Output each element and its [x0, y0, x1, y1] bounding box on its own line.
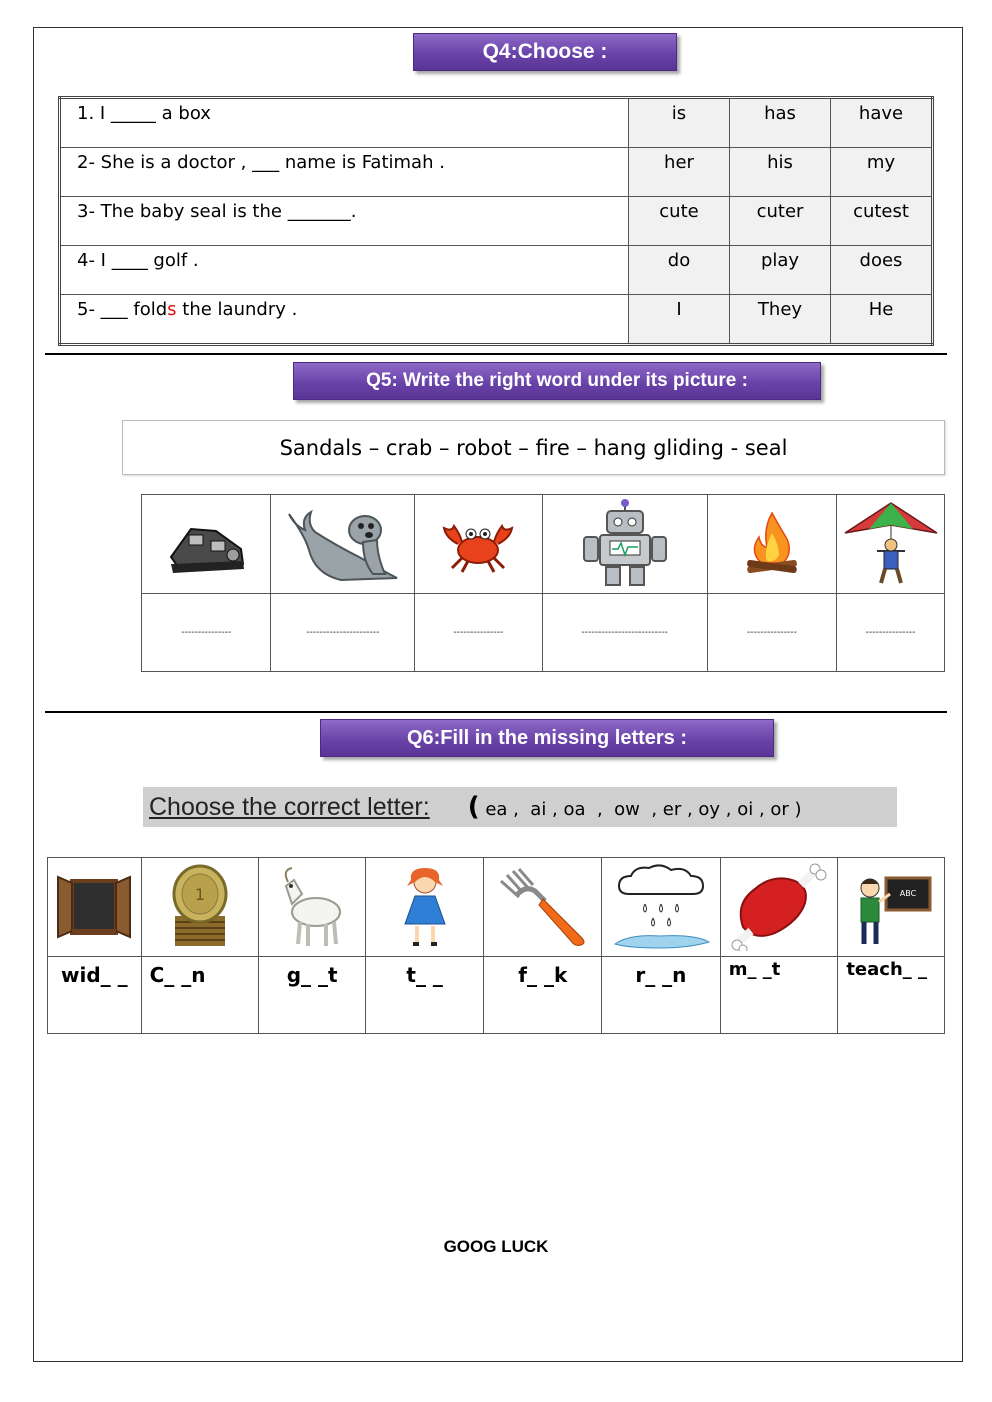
- q4-option[interactable]: do: [629, 246, 730, 295]
- q5-picture-cell: [271, 495, 415, 594]
- answer-blank[interactable]: --------------------------: [542, 594, 707, 672]
- missing-letter-word[interactable]: m_ _t: [720, 957, 838, 1034]
- word-bank: [122, 420, 945, 475]
- q5-banner: [293, 362, 821, 400]
- word-bank-text: Sandals – crab – robot – fire – hang gliding - seal: [279, 435, 788, 460]
- q4-sentence-red-letter: s: [167, 299, 177, 320]
- svg-text:1: 1: [194, 885, 206, 904]
- table-row: [48, 858, 945, 957]
- table-row: [60, 148, 933, 197]
- answer-blank[interactable]: ---------------: [837, 594, 945, 672]
- window-icon: [56, 875, 132, 939]
- table-row: [60, 246, 933, 295]
- q5-title: Q5: Write the right word under its picture :: [366, 370, 748, 391]
- table-row: [60, 98, 933, 148]
- missing-letter-word[interactable]: r_ _n: [602, 957, 721, 1034]
- q6-picture-cell: [720, 858, 838, 957]
- fork-icon: [493, 867, 593, 947]
- q5-picture-cell: [707, 495, 836, 594]
- q4-option[interactable]: They: [730, 295, 831, 345]
- q6-picture-cell: [48, 858, 142, 957]
- q4-sentence: 1. I _____ a box: [60, 98, 629, 148]
- q4-option[interactable]: my: [831, 148, 933, 197]
- missing-letter-word[interactable]: g_ _t: [259, 957, 365, 1034]
- campfire-icon: [737, 509, 807, 579]
- robot-icon: [570, 499, 680, 589]
- choose-letter-bar: [143, 787, 897, 827]
- q5-picture-cell: [415, 495, 542, 594]
- q4-table: [58, 96, 934, 346]
- q5-table: [141, 494, 945, 672]
- table-row: [48, 957, 945, 1034]
- svg-text:ABC: ABC: [899, 889, 917, 898]
- q4-option[interactable]: cuter: [730, 197, 831, 246]
- q4-sentence: [60, 295, 629, 345]
- footer-good-luck: GOOG LUCK: [443, 1237, 549, 1256]
- sandal-icon: [161, 509, 251, 579]
- q4-sentence: 2- She is a doctor , ___ name is Fatimah .: [60, 148, 629, 197]
- missing-letter-word[interactable]: f_ _k: [484, 957, 602, 1034]
- doll-icon: [395, 864, 455, 950]
- table-row: [142, 594, 945, 672]
- seal-icon: [281, 500, 405, 588]
- q4-option[interactable]: is: [629, 98, 730, 148]
- answer-blank[interactable]: ---------------: [415, 594, 542, 672]
- q4-option[interactable]: her: [629, 148, 730, 197]
- q6-picture-cell: [602, 858, 721, 957]
- q4-banner: [413, 33, 677, 71]
- answer-blank[interactable]: ---------------: [142, 594, 271, 672]
- table-row: [60, 197, 933, 246]
- q4-option[interactable]: cutest: [831, 197, 933, 246]
- q5-picture-cell: [542, 495, 707, 594]
- divider: [45, 711, 947, 713]
- q6-picture-cell: [259, 858, 365, 957]
- q4-option[interactable]: his: [730, 148, 831, 197]
- q6-picture-cell: [838, 858, 945, 957]
- rain-cloud-icon: [609, 864, 713, 950]
- missing-letter-word[interactable]: t_ _: [365, 957, 484, 1034]
- q4-sentence: 4- I ____ golf .: [60, 246, 629, 295]
- q6-picture-cell: [365, 858, 484, 957]
- choose-open-paren: (: [467, 792, 480, 822]
- q4-sentence-prefix: 5- ___ fold: [77, 299, 168, 320]
- q4-option[interactable]: does: [831, 246, 933, 295]
- q5-picture-cell: [142, 495, 271, 594]
- q4-option[interactable]: He: [831, 295, 933, 345]
- meat-icon: [729, 863, 829, 951]
- q6-picture-cell: [141, 858, 259, 957]
- goat-icon: [272, 864, 352, 950]
- missing-letter-word[interactable]: wid_ _: [48, 957, 142, 1034]
- q4-option[interactable]: play: [730, 246, 831, 295]
- teacher-icon: [846, 864, 936, 950]
- q4-option[interactable]: has: [730, 98, 831, 148]
- q6-banner: [320, 719, 774, 757]
- q6-table: [47, 857, 945, 1034]
- q4-sentence-suffix: the laundry .: [176, 299, 298, 320]
- q4-sentence: 3- The baby seal is the _______.: [60, 197, 629, 246]
- choose-options: [468, 792, 802, 822]
- divider: [45, 353, 947, 355]
- q4-option[interactable]: cute: [629, 197, 730, 246]
- q6-title: Q6:Fill in the missing letters :: [406, 726, 688, 749]
- answer-blank[interactable]: ---------------: [707, 594, 836, 672]
- choose-label: Choose the correct letter:: [149, 792, 430, 821]
- q4-option[interactable]: I: [629, 295, 730, 345]
- q4-option[interactable]: have: [831, 98, 933, 148]
- coin-stack-icon: [165, 864, 235, 950]
- missing-letter-word[interactable]: C_ _n: [141, 957, 259, 1034]
- q5-picture-cell: [837, 495, 945, 594]
- answer-blank[interactable]: ----------------------: [271, 594, 415, 672]
- table-row: [142, 495, 945, 594]
- table-row: [60, 295, 933, 345]
- q6-picture-cell: [484, 858, 602, 957]
- choose-options-text: ea , ai , oa , ow , er , oy , oi , or ): [479, 799, 802, 820]
- hang-glider-icon: [841, 499, 941, 589]
- missing-letter-word[interactable]: teach_ _: [838, 957, 945, 1034]
- crab-icon: [438, 514, 518, 574]
- q4-title: Q4:Choose :: [482, 40, 608, 63]
